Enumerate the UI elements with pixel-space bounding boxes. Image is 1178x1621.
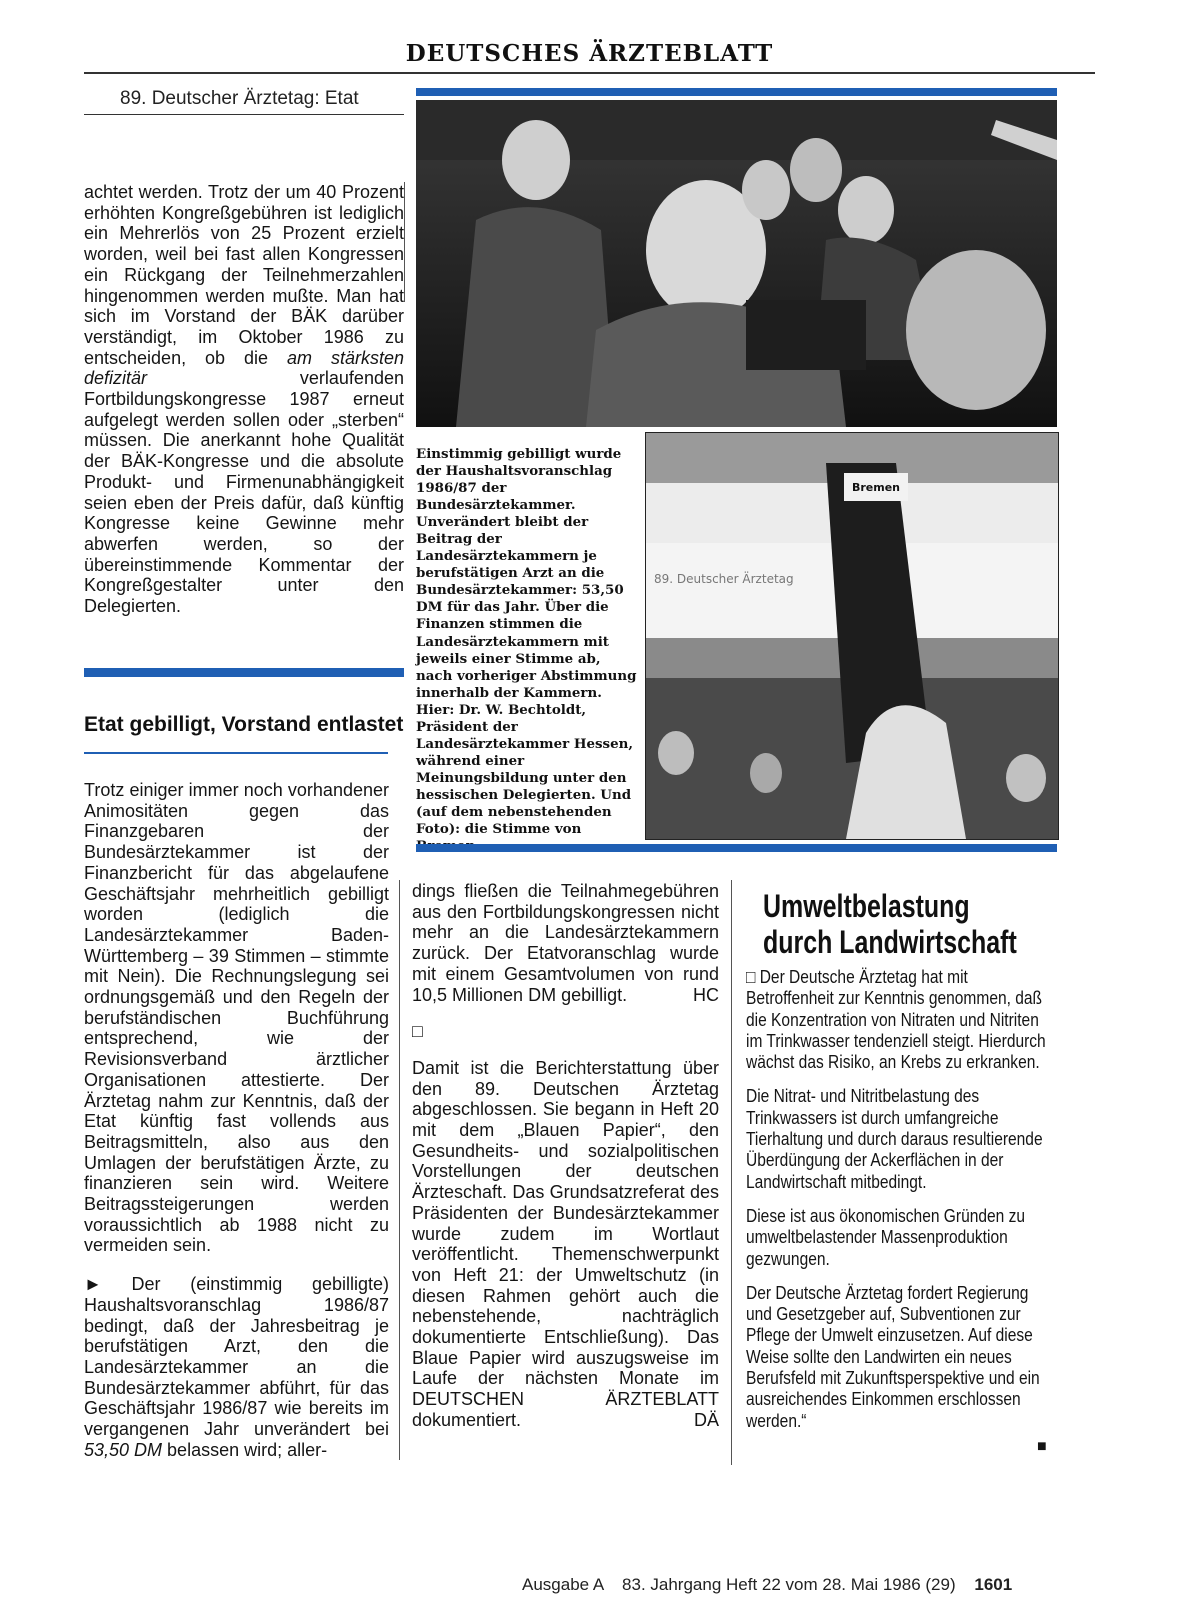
end-box-icon: □ [412, 1021, 423, 1042]
section-kicker: 89. Deutscher Ärztetag: Etat [120, 88, 359, 109]
subhead-bar [84, 668, 404, 677]
column-2-paragraph: dings fließen die Teilnahmegebühren aus den Fortbildungskongressen nicht mehr an die Landesärztekammern zurück. Der Etatvoranschlag wurde mit einem Gesamtvolumen von rund 10,5 Millionen DM gebilligt. HC [412, 881, 719, 1005]
author-initials: DÄ [693, 1409, 719, 1430]
photo-bremen-image [646, 433, 1058, 839]
photo-bremen [645, 432, 1059, 840]
resolution-paragraph-1: □ Der Deutsche Ärztetag hat mit Betroffenheit zur Kenntnis genommen, daß die Konzentration von Nitraten und Nitriten im Trinkwasser tendenziell steigt. Hierdurch wächst das Risiko, an Krebs zu erkranken. [746, 966, 1046, 1073]
column-2-paragraph-2: Damit ist die Berichterstattung über den 89. Deutschen Ärztetag abgeschlossen. Sie begann in Heft 20 mit dem „Blauen Papier“, den Gesundheits- und sozialpolitischen Vorstellungen der deutschen Ärzteschaft. Das Grundsatzreferat des Präsidenten der Bundesärztekammer wurde zudem im Wortlaut veröffentlicht. Themenschwerpunkt von Heft 21: der Umweltschutz (in diesen Rahmen gehört auch die nebenstehende, nachträglich dokumentierte Entschließung). Das Blaue Papier wird auszugsweise im Laufe der nächsten Monate im DEUTSCHEN ÄRZTEBLATT dokumentiert. DÄ [412, 1057, 719, 1430]
column-1-paragraph-3: ► Der (einstimmig gebilligte) Haushaltsvoranschlag 1986/87 bedingt, daß der Jahresbeitrag je berufstätigen Arzt, den die Landesärztekammer an die Bundesärztekammer abführt, für das Geschäftsjahr 1986/87 wie bereits im vergangenen Jahr unverändert bei 53,50 DM belassen wird; aller- [84, 1274, 389, 1460]
subhead-rule [84, 752, 388, 754]
photo-delegates [416, 100, 1057, 427]
page-number: 1601 [974, 1575, 1013, 1594]
congress-banner-text: 89. Deutscher Ärztetag [654, 572, 794, 586]
column-divider [399, 880, 400, 1460]
column-1-paragraph-2: Trotz einiger immer noch vorhandener Animositäten gegen das Finanzgebaren der Bundesärztekammer ist der Finanzbericht für das abgelaufene Geschäftsjahr mehrheitlich gebilligt worden (lediglich die Landesärztekammer Baden-Württemberg – 39 Stimmen – stimmte mit Nein). Die Rechnungslegung sei ordnungsgemäß und den Regeln der berufständischen Buchführung entsprechend, wie der Revisionsverband ärztlicher Organisationen attestierte. Der Ärztetag nahm zur Kenntnis, daß der Etat künftig fast vollends aus Beitragsmitteln, also aus den Umlagen der berufstätigen Ärzte, zu finanzieren sein wird. Weitere Beitragssteigerungen werden voraussichtlich ab 1988 nicht zu vermeiden sein. [84, 780, 389, 1256]
bremen-sign-text: Bremen [851, 481, 901, 494]
end-square-icon: ■ [1037, 1438, 1047, 1455]
column-3 [746, 966, 1058, 1444]
column-1-bottom [84, 780, 389, 1461]
column-divider [731, 880, 732, 1465]
issue-info: 83. Jahrgang Heft 22 vom 28. Mai 1986 (29) [622, 1575, 956, 1594]
masthead-rule [84, 72, 1095, 74]
photo-caption: Einstimmig gebilligt wurde der Haushaltsvoranschlag 1986/87 der Bundesärztekammer. Unverändert bleibt der Beitrag der Landesärztekammern je berufstätigen Arzt an die Bundesärztekammer: 53,50 DM für das Jahr. Über die Finanzen stimmen die Landesärztekammern mit jeweils einer Stimme ab, nach vorheriger Abstimmung innerhalb der Kammern. Hier: Dr. W. Bechtoldt, Präsident der Landesärztekammer Hessen, während einer Meinungsbildung unter den hessischen Delegierten. Und (auf dem nebenstehenden Foto): die Stimme von [416, 446, 637, 838]
edition-label: Ausgabe A [522, 1575, 604, 1594]
photo-delegates-image [416, 100, 1057, 427]
author-initials: HC [693, 984, 719, 1005]
photo-bar-bottom [416, 844, 1057, 852]
subheading: Etat gebilligt, Vorstand entlastet [84, 713, 404, 736]
column-2 [412, 881, 719, 1431]
resolution-headline: Umweltbelastung durch Landwirtschaft [763, 888, 1017, 960]
kicker-rule [84, 114, 404, 115]
column-1-top [84, 182, 404, 617]
column-1-paragraph: achtet werden. Trotz der um 40 Prozent erhöhten Kongreßgebühren ist lediglich ein Mehrerlös von 25 Prozent erzielt worden, weil bei fast allen Kongressen ein Rückgang der Teilnehmerzahlen hingenommen werden mußte. Man hat sich im Vorstand der BÄK darüber verständigt, im Oktober 1986 zu entscheiden, ob die am stärksten defizitär verlaufenden Fortbildungskongresse 1987 erneut aufgelegt werden sollen oder „sterben“ müssen. Die anerkannt hohe Qualität der BÄK-Kongresse und die absolute Produkt- und Firmenunabhängigkeit seien eben der Preis dafür, daß künftig Kongresse keine Gewinne mehr abwerfen werden, so der übereinstimmende Kommentar der Kongreßgestalter unter den Delegierten. [84, 182, 404, 617]
masthead: DEUTSCHES ÄRZTEBLATT [405, 40, 774, 67]
resolution-paragraph-4: Der Deutsche Ärztetag fordert Regierung und Gesetzgeber auf, Subventionen zur Pflege der Umwelt einzusetzen. Auf diese Weise sollte den Landwirten ein neues Berufsfeld mit Zukunftsperspektive und ein ausreichendes Einkommen erschlossen werden.“ [746, 1281, 1040, 1431]
column-divider [404, 182, 405, 302]
page-footer [522, 1575, 1012, 1595]
photo-bar-top [416, 88, 1057, 96]
resolution-paragraph-2: Die Nitrat- und Nitritbelastung des Trinkwassers ist durch umfangreiche Tierhaltung und durch daraus resultierende Überdüngung der Ackerflächen in der Landwirtschaft mitbedingt. [746, 1085, 1043, 1192]
bullet-arrow-icon: ► [84, 1274, 102, 1295]
resolution-paragraph-3: Diese ist aus ökonomischen Gründen zu umweltbelastender Massenproduktion gezwungen. [746, 1204, 1026, 1269]
